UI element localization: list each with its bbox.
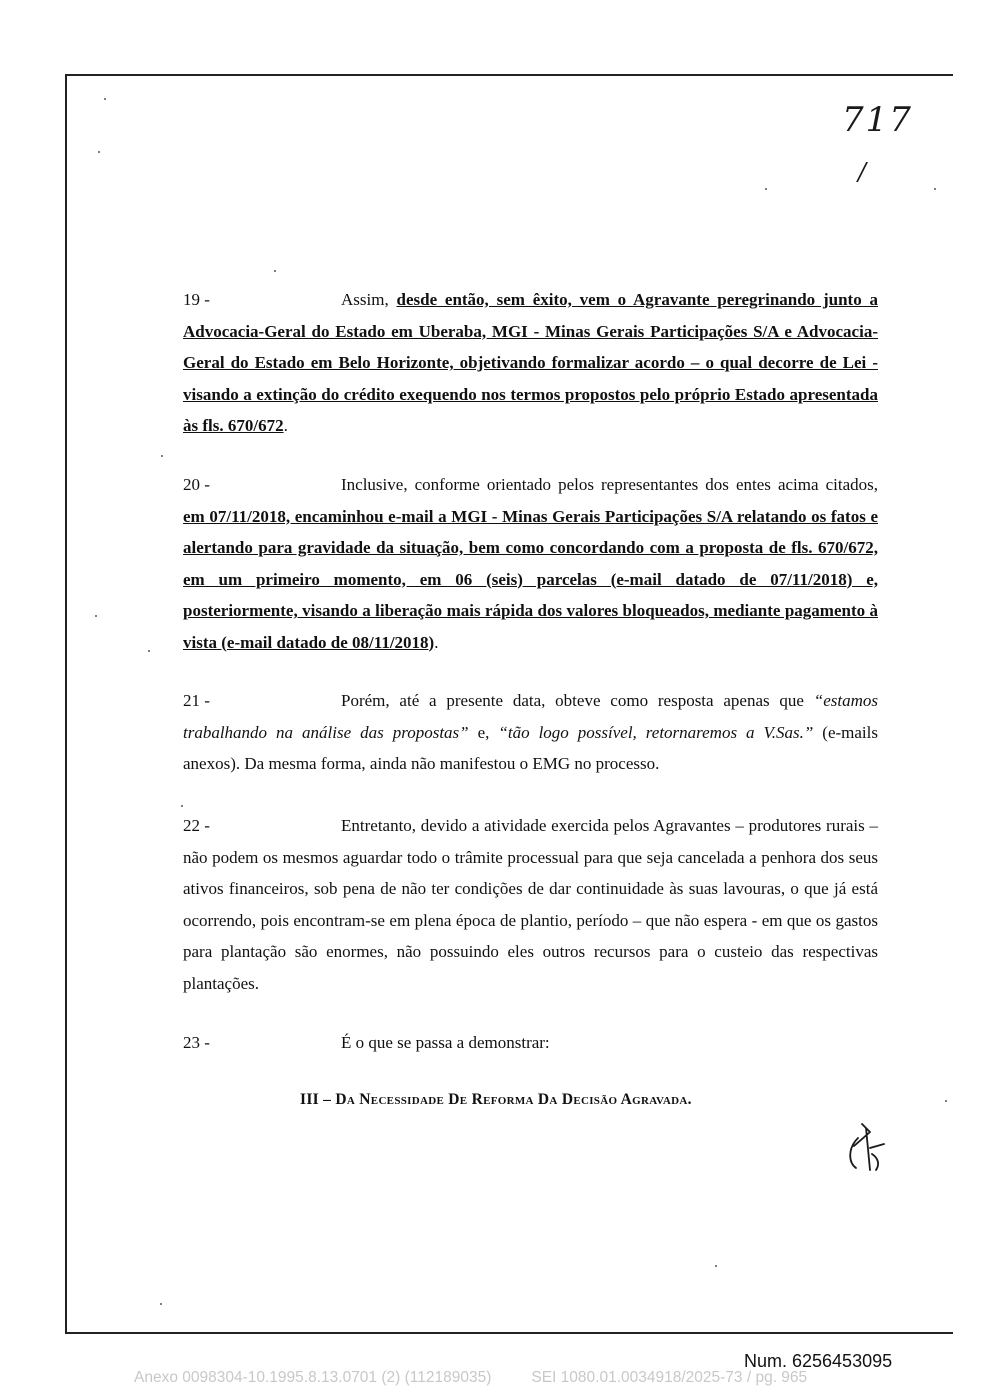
paragraph-text: É o que se passa a demonstrar:: [341, 1033, 550, 1052]
page-border-bottom: [65, 1332, 953, 1334]
quoted-response: “estamos trabalhando na análise das propostas”: [183, 691, 878, 742]
paragraph-20: [183, 469, 878, 658]
paragraph-22: [183, 810, 878, 999]
scan-speck: [161, 455, 163, 457]
paragraph-number: 23 -: [183, 1033, 210, 1052]
paragraph-text: (e-mails anexos). Da mesma forma, ainda não manifestou o EMG no processo.: [183, 722, 878, 773]
page-border-top: [65, 74, 953, 76]
paragraph-text: e,: [468, 722, 499, 742]
scan-speck: [181, 805, 183, 807]
scan-speck: [148, 650, 150, 652]
paragraph-number: 22 -: [183, 816, 210, 835]
footer-sei-reference: SEI 1080.01.0034918/2025-73 / pg. 965: [531, 1369, 808, 1386]
paragraph-tail: .: [434, 632, 439, 652]
document-number: Num. 6256453095: [744, 1351, 893, 1371]
paragraph-tail: .: [283, 416, 288, 435]
page-border-left: [65, 74, 67, 1334]
scan-speck: [934, 188, 936, 190]
section-heading: III – Da Necessidade De Reforma Da Decisão Agravada.: [300, 1091, 692, 1108]
paragraph-lead: Inclusive, conforme orientado pelos representantes dos entes acima citados,: [341, 475, 878, 494]
paragraph-number: 20 -: [183, 475, 210, 494]
paragraph-23: [183, 1027, 878, 1059]
scan-speck: [160, 1303, 162, 1305]
scan-speck: [95, 615, 97, 617]
paragraph-number: 21 -: [183, 691, 210, 710]
paragraph-19: [183, 284, 878, 442]
scan-speck: [98, 151, 100, 153]
paragraph-text: Entretanto, devido a atividade exercida pelos Agravantes – produtores rurais – não podem os mesmos aguardar todo o trâmite processual para que seja cancelada a penhora dos seus ativos financeiros, sob pena de não ter condições de dar continuidade às suas lavouras, o que já está ocorrendo, pois encontram-se em plena época de plantio, período – que não espera - em que os gastos para plantação são enormes, não possuindo eles outros recursos para o custeio das respectivas plantações.: [183, 816, 878, 993]
handwritten-folio-number: 717: [842, 100, 913, 140]
footer-annex-reference: Anexo 0098304-10.1995.8.13.0701 (2) (112189035): [134, 1369, 492, 1386]
footer-watermark: [134, 1369, 807, 1387]
quoted-response: “tão logo possível, retornaremos a V.Sas.”: [498, 722, 814, 742]
paragraph-21: [183, 685, 878, 780]
handwritten-rubric-icon: [840, 1118, 890, 1178]
scan-speck: [104, 98, 106, 100]
paragraph-text: Porém, até a presente data, obteve como resposta apenas que: [341, 691, 814, 710]
paragraph-underlined-text: desde então, sem êxito, vem o Agravante peregrinando junto a Advocacia-Geral do Estado em Uberaba, MGI - Minas Gerais Participações S/A e Advocacia-Geral do Estado em Belo Horizonte, objetivando formalizar acordo – o qual decorre de Lei - visando a extinção do crédito exequendo nos termos propostos pelo próprio Estado apresentada às fls. 670/672: [183, 290, 878, 435]
scan-speck: [765, 188, 767, 190]
scan-speck: [945, 1100, 947, 1102]
scan-speck: [274, 270, 276, 272]
scan-speck: [715, 1265, 717, 1267]
paragraph-underlined-text: em 07/11/2018, encaminhou e-mail a MGI - Minas Gerais Participações S/A relatando os fatos e alertando para gravidade da situação, bem como concordando com a proposta de fls. 670/672, em um primeiro momento, em 06 (seis) parcelas (e-mail datado de 07/11/2018) e, posteriormente, visando a liberação mais rápida dos valores bloqueados, mediante pagamento à vista (e-mail datado de 08/11/2018): [183, 506, 878, 652]
paragraph-lead: Assim,: [341, 290, 397, 309]
handwritten-folio-mark: /: [858, 158, 867, 186]
paragraph-number: 19 -: [183, 290, 210, 309]
